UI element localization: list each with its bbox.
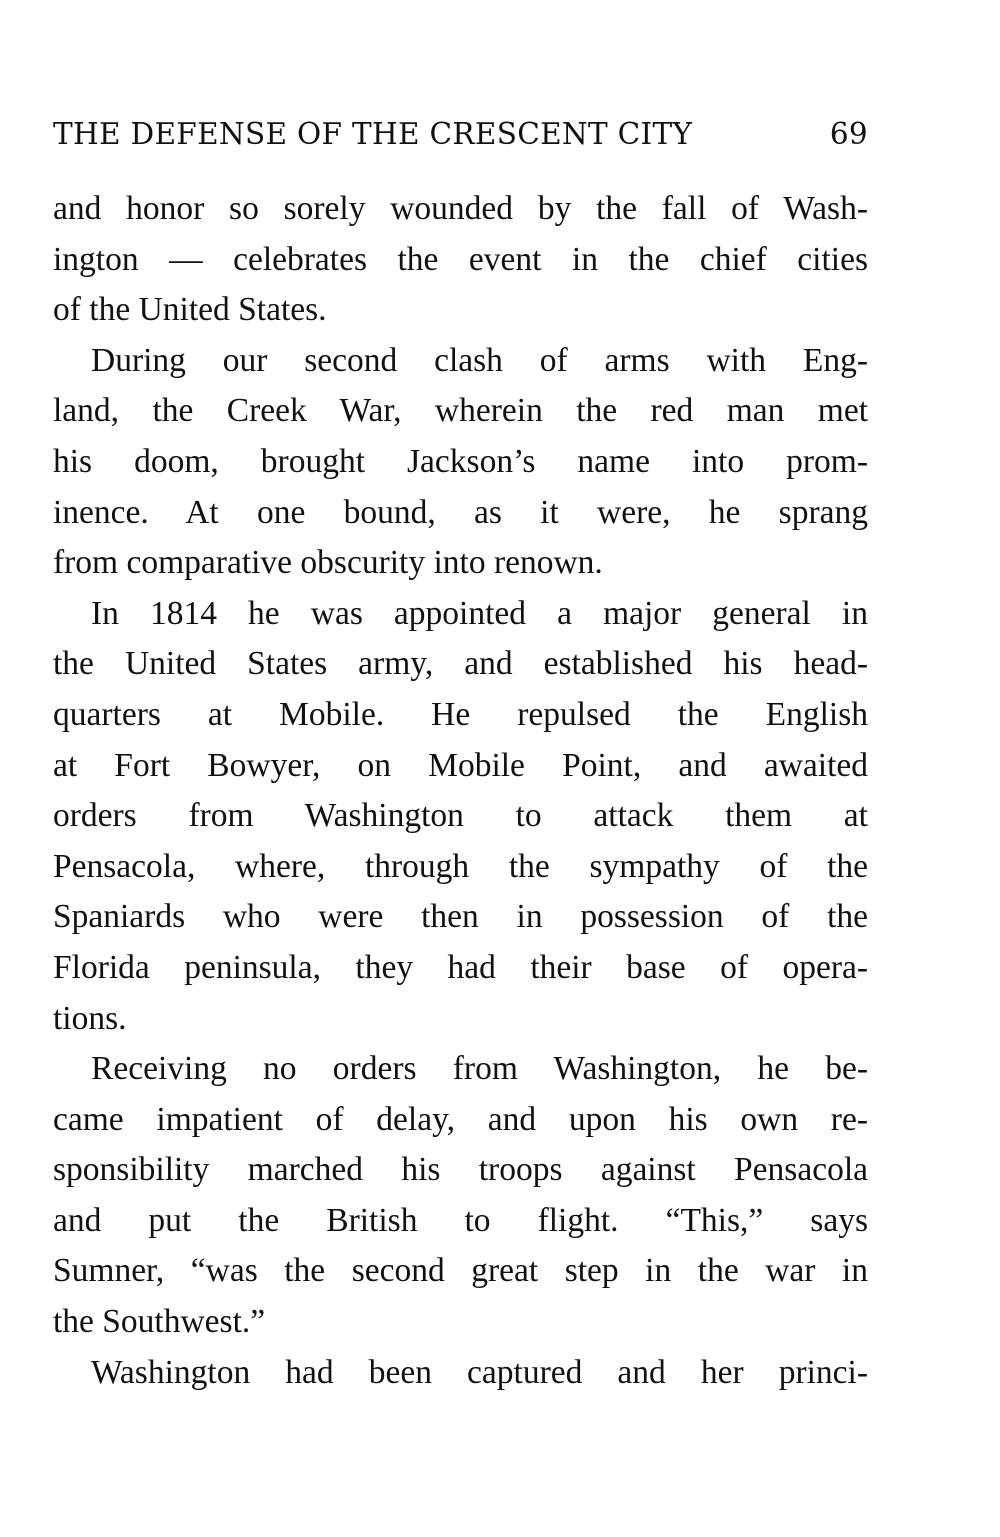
running-head-title: THE DEFENSE OF THE CRESCENT CITY: [53, 117, 693, 151]
text-line: inence. At one bound, as it were, he sprang: [53, 493, 868, 531]
text-line: the Southwest.”: [53, 1303, 266, 1341]
text-line: During our second clash of arms with Eng-: [91, 341, 868, 379]
text-line: came impatient of delay, and upon his own re-: [53, 1100, 868, 1138]
text-line: Receiving no orders from Washington, he be-: [91, 1050, 868, 1088]
text-line: and put the British to flight. “This,” says: [53, 1201, 868, 1239]
text-line: ington — celebrates the event in the chief cities: [53, 240, 868, 278]
text-line: orders from Washington to attack them at: [53, 797, 868, 835]
body-text: [53, 184, 868, 1398]
text-line: In 1814 he was appointed a major general in: [91, 594, 868, 632]
text-line: tions.: [53, 999, 127, 1037]
text-line: from comparative obscurity into renown.: [53, 544, 603, 582]
text-line: the United States army, and established his head-: [53, 645, 868, 683]
text-line: Spaniards who were then in possession of the: [53, 898, 868, 936]
text-line: sponsibility marched his troops against Pensacola: [53, 1151, 868, 1189]
text-line: Pensacola, where, through the sympathy of the: [53, 847, 868, 885]
running-head: [53, 114, 868, 154]
text-line: and honor so sorely wounded by the fall of Wash-: [53, 190, 868, 227]
text-line: at Fort Bowyer, on Mobile Point, and awaited: [53, 746, 868, 784]
text-line: Washington had been captured and her princi-: [91, 1353, 868, 1391]
text-line: quarters at Mobile. He repulsed the English: [53, 695, 868, 733]
text-line: land, the Creek War, wherein the red man met: [53, 392, 868, 430]
text-line: his doom, brought Jackson’s name into prom-: [53, 442, 868, 480]
page-number: 69: [829, 117, 868, 151]
text-line: Sumner, “was the second great step in the war in: [53, 1252, 868, 1290]
text-line: of the United States.: [53, 291, 327, 329]
text-line: Florida peninsula, they had their base of opera-: [53, 948, 868, 986]
